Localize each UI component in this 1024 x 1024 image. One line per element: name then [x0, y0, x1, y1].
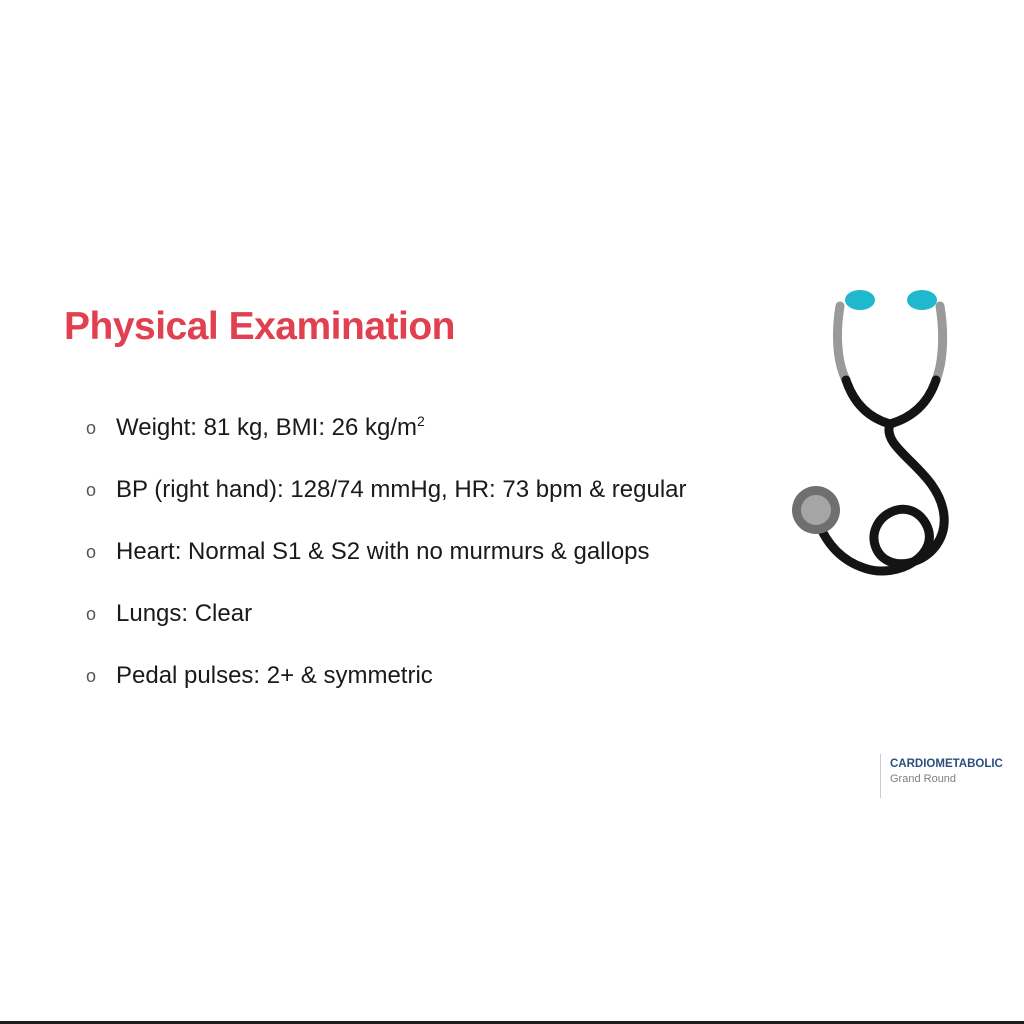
list-item-text: Pedal pulses: 2+ & symmetric [116, 662, 433, 689]
brand-subtitle: Grand Round [890, 772, 957, 785]
tube-main [818, 424, 944, 571]
list-item-text: Lungs: Clear [116, 600, 253, 627]
stethoscope-icon [780, 280, 970, 590]
earpiece-left [845, 290, 875, 310]
tube-right [890, 380, 936, 424]
list-item-weight [86, 406, 687, 468]
bullet-marker: o [86, 542, 97, 562]
bullet-marker: o [86, 480, 97, 500]
list-item-heart [86, 530, 687, 592]
binaural-right [936, 306, 943, 380]
list-item-text: Heart: Normal S1 & S2 with no murmurs & gallops [116, 538, 650, 565]
list-item-lungs [86, 592, 687, 654]
brand-logo [880, 754, 1003, 798]
superscript: 2 [417, 413, 425, 429]
binaural-left [838, 306, 846, 380]
slide-title: Physical Examination [64, 305, 455, 348]
list-item-text-main: Weight: 81 kg, BMI: 26 kg/m [116, 414, 418, 441]
list-item-text: BP (right hand): 128/74 mmHg, HR: 73 bpm & regular [116, 476, 687, 503]
list-item-text [116, 406, 425, 450]
exam-findings-list [86, 406, 687, 716]
earpiece-right [907, 290, 937, 310]
bullet-marker: o [86, 666, 97, 686]
brand-name: CARDIOMETABOLIC [890, 758, 1003, 770]
list-item-bp [86, 468, 687, 530]
list-item-pedal-pulses [86, 654, 687, 716]
chestpiece-inner [801, 495, 831, 525]
bullet-marker: o [86, 418, 97, 438]
tube-left [846, 380, 890, 424]
bullet-marker: o [86, 604, 97, 624]
